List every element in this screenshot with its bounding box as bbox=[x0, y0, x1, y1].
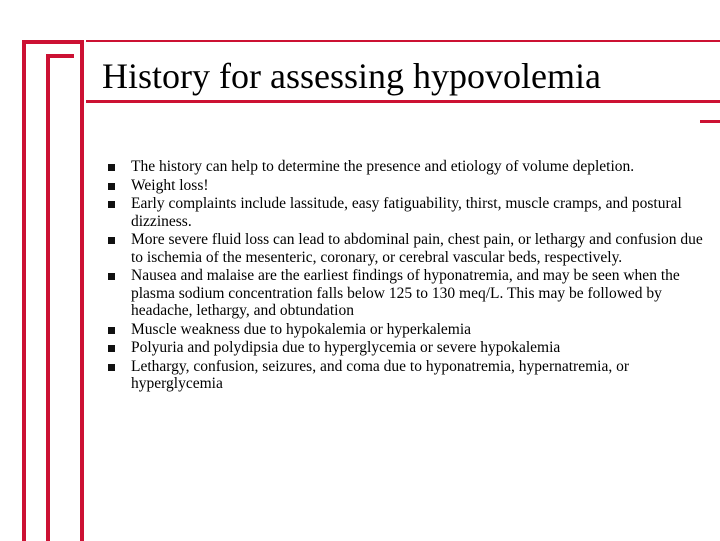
bullet-text: Weight loss! bbox=[131, 176, 209, 194]
title-rule-top bbox=[86, 40, 720, 42]
bullet-text: Muscle weakness due to hypokalemia or hyperkalemia bbox=[131, 320, 472, 338]
title-rule-bottom bbox=[86, 100, 720, 103]
square-bullet-icon bbox=[108, 237, 115, 244]
square-bullet-icon bbox=[108, 364, 115, 371]
bullet-item bbox=[108, 339, 703, 357]
bullet-text: More severe fluid loss can lead to abdominal pain, chest pain, or lethargy and confusion due to ischemia of the mesenteric, coronary, or cerebral vascular beds, respectively. bbox=[131, 231, 703, 266]
square-bullet-icon bbox=[108, 273, 115, 280]
square-bullet-icon bbox=[108, 327, 115, 334]
bullet-text: The history can help to determine the presence and etiology of volume depletion. bbox=[131, 158, 635, 175]
decorative-frame-outer bbox=[22, 40, 84, 541]
square-bullet-icon bbox=[108, 201, 115, 208]
bullet-item bbox=[108, 231, 703, 266]
bullet-text: Polyuria and polydipsia due to hyperglycemia or severe hypokalemia bbox=[131, 339, 561, 356]
bullet-text: Lethargy, confusion, seizures, and coma due to hyponatremia, hypernatremia, or hyperglycemia bbox=[131, 357, 629, 392]
square-bullet-icon bbox=[108, 183, 115, 190]
bullet-item bbox=[108, 177, 703, 195]
decorative-frame-inner bbox=[46, 54, 74, 541]
bullet-item bbox=[108, 321, 703, 339]
title-rule-accent bbox=[700, 120, 720, 123]
slide-title: History for assessing hypovolemia bbox=[102, 56, 601, 96]
square-bullet-icon bbox=[108, 164, 115, 171]
bullet-item bbox=[108, 158, 703, 176]
bullet-item bbox=[108, 267, 703, 320]
bullet-text: Early complaints include lassitude, easy fatiguability, thirst, muscle cramps, and postural dizziness. bbox=[131, 195, 682, 230]
bullet-item bbox=[108, 195, 703, 230]
bullet-item bbox=[108, 358, 703, 393]
bullet-list bbox=[108, 158, 703, 394]
square-bullet-icon bbox=[108, 345, 115, 352]
bullet-text: Nausea and malaise are the earliest findings of hyponatremia, and may be seen when the plasma sodium concentration falls below 125 to 130 meq/L. This may be followed by headache, lethargy, and obtundation bbox=[131, 267, 680, 319]
